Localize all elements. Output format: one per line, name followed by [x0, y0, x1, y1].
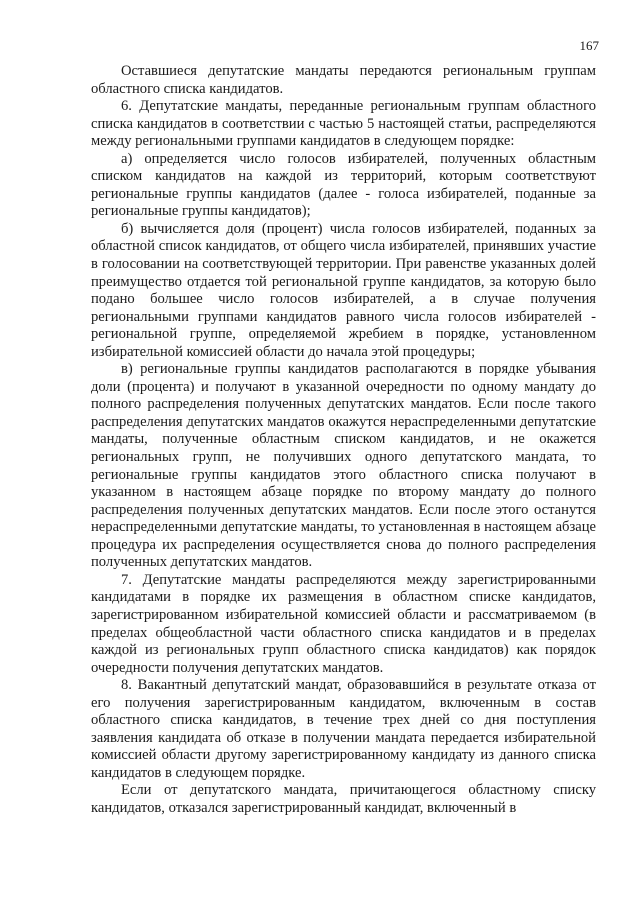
paragraph-item-b: б) вычисляется доля (процент) числа голосов избирателей, поданных за областной список кандидатов, от общего числа избирателей, принявших участие в голосовании на соответствующей территории. При равенстве указанных долей преимущество отдается той региональной группе кандидатов, за которую было подано большее число голосов избирателей, а в случае получения региональными группами кандидатов равного числа голосов избирателей - региональной группе, определяемой жребием в порядке, установленном избирательной комиссией области до начала этой процедуры;	[91, 220, 596, 360]
paragraph-section-6: 6. Депутатские мандаты, переданные региональным группам областного списка кандидатов в соответствии с частью 5 настоящей статьи, распределяются между региональными группами кандидатов в следующем порядке:	[91, 98, 596, 150]
page-number: 167	[579, 38, 599, 53]
paragraph-remaining-mandates: Оставшиеся депутатские мандаты передаются региональным группам областного списка кандидатов.	[91, 63, 596, 97]
page-body	[91, 63, 596, 818]
paragraph-refusal: Если от депутатского мандата, причитающегося областному списку кандидатов, отказался зарегистрированный кандидат, включенный в	[91, 782, 596, 816]
paragraph-section-8: 8. Вакантный депутатский мандат, образовавшийся в результате отказа от его получения зарегистрированным кандидатом, включенным в состав областного списка кандидатов, в течение трех дней со дня поступления заявления кандидата об отказе в получении мандата передается избирательной комиссией области другому зарегистрированному кандидату из данного списка кандидатов в следующем порядке.	[91, 677, 596, 781]
paragraph-item-v: в) региональные группы кандидатов располагаются в порядке убывания доли (процента) и получают в указанной очередности по одному мандату до полного распределения полученных депутатских мандатов. Если после такого распределения депутатских мандатов окажутся нераспределенными депутатские мандаты, полученные областным списком кандидатов, и не окажется региональных групп, не получивших одного депутатского мандата, то региональные группы кандидатов этого областного списка получают в указанном в настоящем абзаце порядке по второму мандату до полного распределения полученных депутатских мандатов. Если после этого останутся нераспределенными депутатские мандаты, то установленная в настоящем абзаце процедура их распределения осуществляется снова до полного распределения полученных депутатских мандатов.	[91, 361, 596, 571]
paragraph-section-7: 7. Депутатские мандаты распределяются между зарегистрированными кандидатами в порядке их размещения в областном списке кандидатов, зарегистрированном избирательной комиссией области и рассматриваемом (в пределах общеобластной части областного списка кандидатов и в пределах каждой из региональных групп областного списка кандидатов) как порядок очередности получения депутатских мандатов.	[91, 571, 596, 676]
paragraph-item-a: а) определяется число голосов избирателей, полученных областным списком кандидатов на каждой из территорий, которым соответствуют региональные группы кандидатов (далее - голоса избирателей, поданные за региональные группы кандидатов);	[91, 150, 596, 220]
